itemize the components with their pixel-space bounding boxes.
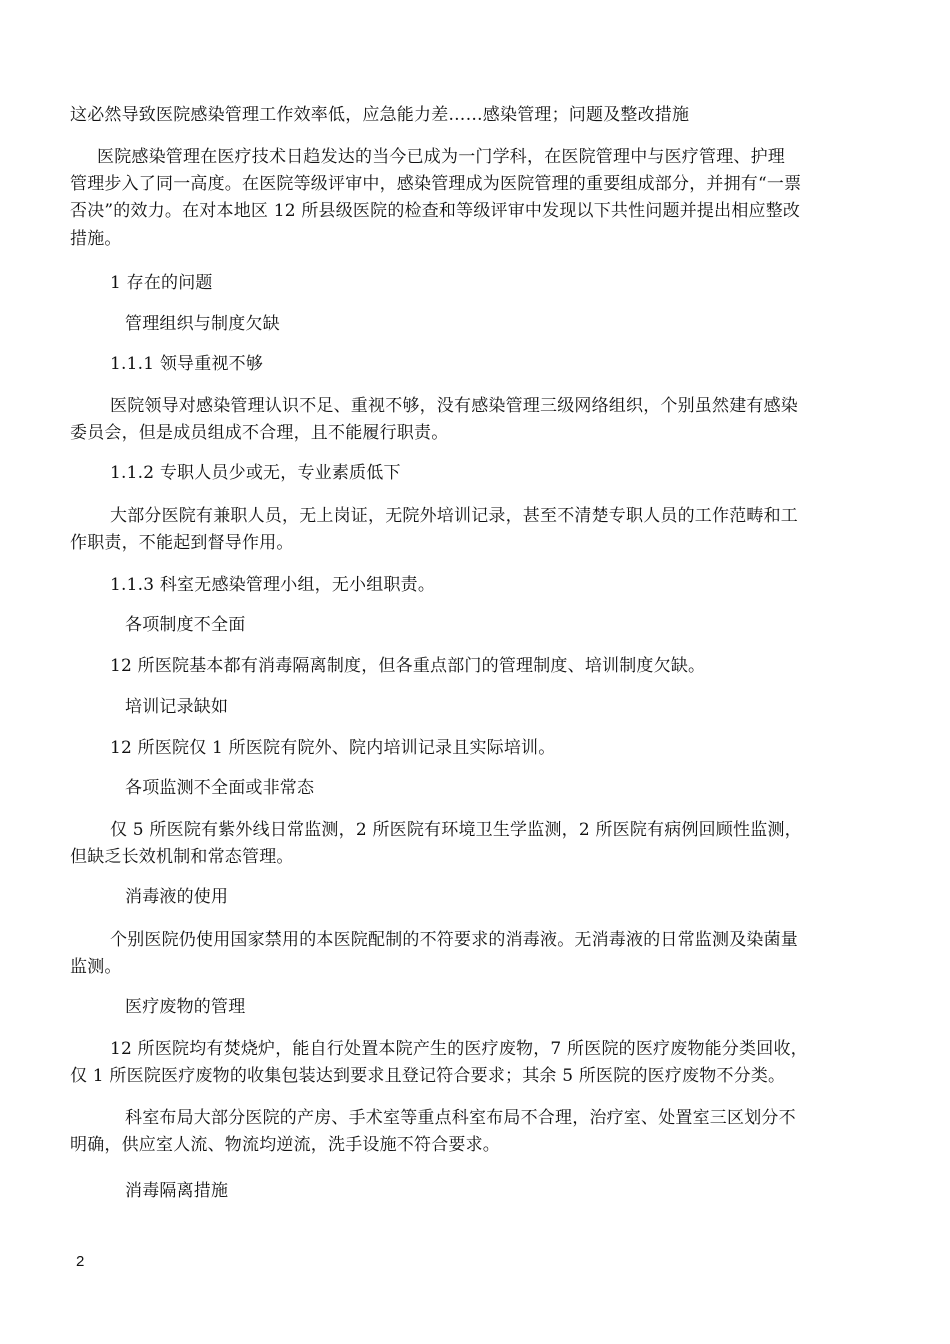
paragraph-line: 科室布局大部分医院的产房、手术室等重点科室布局不合理，治疗室、处置室三区划分不 (125, 1108, 796, 1128)
paragraph-line: 12 所医院均有焚烧炉，能自行处置本院产生的医疗废物，7 所医院的医疗废物能分类回收， (110, 1039, 808, 1059)
paragraph-line: 管理步入了同一高度。在医院等级评审中，感染管理成为医院管理的重要组成部分，并拥有“一票 (70, 174, 802, 194)
subsection-heading: 各项监测不全面或非常态 (125, 778, 315, 798)
subsection-heading: 医疗废物的管理 (125, 997, 246, 1017)
paragraph-line: 个别医院仍使用国家禁用的本医院配制的不符要求的消毒液。无消毒液的日常监测及染菌量 (110, 930, 798, 950)
subsection-heading: 消毒隔离措施 (125, 1181, 229, 1201)
section-heading: 1 存在的问题 (110, 273, 213, 293)
subsection-heading: 1.1.2 专职人员少或无，专业素质低下 (110, 463, 401, 483)
paragraph-line: 这必然导致医院感染管理工作效率低，应急能力差……感染管理；问题及整改措施 (70, 105, 690, 125)
paragraph-line: 仅 5 所医院有紫外线日常监测，2 所医院有环境卫生学监测，2 所医院有病例回顾性监测， (110, 820, 802, 840)
paragraph-line: 措施。 (70, 229, 122, 249)
paragraph-line: 否决”的效力。在对本地区 12 所县级医院的检查和等级评审中发现以下共性问题并提出相应整改 (70, 201, 801, 221)
paragraph-line: 监测。 (70, 957, 122, 977)
paragraph-line: 大部分医院有兼职人员，无上岗证，无院外培训记录，甚至不清楚专职人员的工作范畴和工 (110, 506, 798, 526)
subsection-heading: 培训记录缺如 (125, 697, 229, 717)
paragraph-line: 作职责，不能起到督导作用。 (70, 533, 294, 553)
paragraph-line: 12 所医院基本都有消毒隔离制度，但各重点部门的管理制度、培训制度欠缺。 (110, 656, 706, 676)
paragraph-line: 明确，供应室人流、物流均逆流，洗手设施不符合要求。 (70, 1135, 500, 1155)
subsection-heading: 1.1.3 科室无感染管理小组，无小组职责。 (110, 575, 436, 595)
paragraph-line: 12 所医院仅 1 所医院有院外、院内培训记录且实际培训。 (110, 738, 556, 758)
paragraph-line: 医院领导对感染管理认识不足、重视不够，没有感染管理三级网络组织，个别虽然建有感染 (110, 396, 798, 416)
paragraph-line: 医院感染管理在医疗技术日趋发达的当今已成为一门学科，在医院管理中与医疗管理、护理 (97, 147, 785, 167)
paragraph-line: 但缺乏长效机制和常态管理。 (70, 847, 294, 867)
subsection-heading: 各项制度不全面 (125, 615, 246, 635)
subsection-heading: 消毒液的使用 (125, 887, 229, 907)
subsection-heading: 1.1.1 领导重视不够 (110, 354, 264, 374)
paragraph-line: 仅 1 所医院医疗废物的收集包装达到要求且登记符合要求；其余 5 所医院的医疗废物不分类。 (70, 1066, 786, 1086)
paragraph-line: 委员会，但是成员组成不合理，且不能履行职责。 (70, 423, 449, 443)
subsection-heading: 管理组织与制度欠缺 (125, 314, 280, 334)
page-number: 2 (76, 1253, 85, 1270)
